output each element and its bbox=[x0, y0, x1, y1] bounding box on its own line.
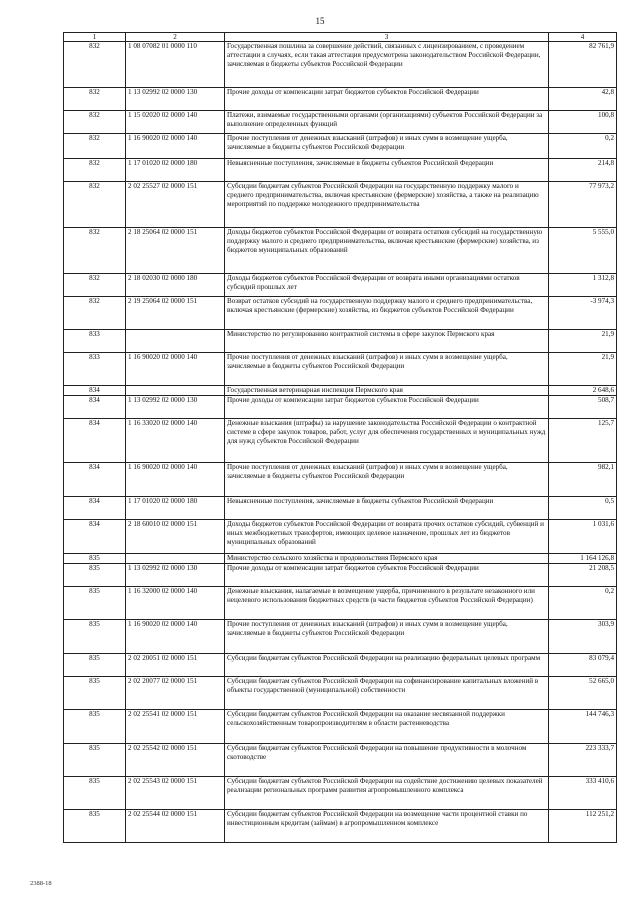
table-row bbox=[64, 159, 617, 182]
admin-code-cell: 835 bbox=[64, 620, 126, 654]
budget-code-cell: 2 18 25064 02 0000 151 bbox=[126, 228, 225, 274]
revenue-name-cell: Государственная пошлина за совершение действий, связанных с лицензированием, с проведением аттестации в случаях, если такая аттестация предусмотрена законодательством Российской Федерации, зачисляемая в бюджеты субъектов Российской Федерации bbox=[225, 42, 549, 88]
revenue-name-cell: Государственная ветеринарная инспекция Пермского края bbox=[225, 386, 549, 396]
budget-code-cell bbox=[126, 330, 225, 353]
budget-code-cell: 1 16 90020 02 0000 140 bbox=[126, 463, 225, 497]
budget-code-cell: 1 16 90020 02 0000 140 bbox=[126, 353, 225, 386]
admin-code-cell: 834 bbox=[64, 463, 126, 497]
revenue-name-cell: Денежные взыскания (штрафы) за нарушение законодательства Российской Федерации о контрактной системе в сфере закупок товаров, работ, услуг для обеспечения государственных и муниципальных нужд для нужд субъектов Российской Федерации bbox=[225, 419, 549, 463]
revenue-name-cell: Субсидии бюджетам субъектов Российской Федерации на повышение продуктивности в молочном скотоводстве bbox=[225, 744, 549, 777]
revenue-name-cell: Прочие поступления от денежных взысканий (штрафов) и иных сумм в возмещение ущерба, зачисляемые в бюджеты субъектов Российской Федерации bbox=[225, 620, 549, 654]
amount-cell: 100,8 bbox=[549, 111, 617, 134]
admin-code-cell: 834 bbox=[64, 520, 126, 554]
admin-code-cell: 832 bbox=[64, 159, 126, 182]
admin-code-cell: 834 bbox=[64, 419, 126, 463]
table-row bbox=[64, 777, 617, 810]
revenue-name-cell: Прочие доходы от компенсации затрат бюджетов субъектов Российской Федерации bbox=[225, 88, 549, 111]
table-row bbox=[64, 274, 617, 297]
column-header-4: 4 bbox=[549, 33, 617, 42]
amount-cell: 21 208,5 bbox=[549, 564, 617, 587]
table-row bbox=[64, 111, 617, 134]
revenue-name-cell: Прочие доходы от компенсации затрат бюджетов субъектов Российской Федерации bbox=[225, 396, 549, 419]
revenue-name-cell: Платежи, взимаемые государственными органами (организациями) субъектов Российской Федерации за выполнение определенных функций bbox=[225, 111, 549, 134]
amount-cell: 223 333,7 bbox=[549, 744, 617, 777]
table-row bbox=[64, 463, 617, 497]
amount-cell: 982,1 bbox=[549, 463, 617, 497]
table-row bbox=[64, 520, 617, 554]
admin-code-cell: 833 bbox=[64, 330, 126, 353]
amount-cell: 2 648,6 bbox=[549, 386, 617, 396]
budget-code-cell: 1 13 02992 02 0000 130 bbox=[126, 564, 225, 587]
table-row bbox=[64, 677, 617, 710]
admin-code-cell: 834 bbox=[64, 386, 126, 396]
revenue-name-cell: Субсидии бюджетам субъектов Российской Федерации на оказание несвязанной поддержки сельскохозяйственным товаропроизводителям в области растениеводства bbox=[225, 710, 549, 744]
revenue-name-cell: Министерство по регулированию контрактной системы в сфере закупок Пермского края bbox=[225, 330, 549, 353]
budget-code-cell: 2 19 25064 02 0000 151 bbox=[126, 297, 225, 330]
revenue-name-cell: Доходы бюджетов субъектов Российской Федерации от возврата иными организациями остатков субсидий прошлых лет bbox=[225, 274, 549, 297]
revenue-name-cell: Доходы бюджетов субъектов Российской Федерации от возврата прочих остатков субсидий, субвенций и иных межбюджетных трансфертов, имеющих целевое назначение, прошлых лет из бюджетов муниципальных образований bbox=[225, 520, 549, 554]
budget-code-cell: 2 02 25527 02 0000 151 bbox=[126, 182, 225, 228]
revenue-name-cell: Прочие поступления от денежных взысканий (штрафов) и иных сумм в возмещение ущерба, зачисляемые в бюджеты субъектов Российской Федерации bbox=[225, 134, 549, 159]
budget-code-cell: 1 13 02992 02 0000 130 bbox=[126, 396, 225, 419]
revenue-name-cell: Субсидии бюджетам субъектов Российской Федерации на государственную поддержку малого и среднего предпринимательства, включая крестьянские (фермерские) хозяйства, а также на реализацию мероприятий по поддержке молодежного предпринимательства bbox=[225, 182, 549, 228]
budget-code-cell: 2 02 25542 02 0000 151 bbox=[126, 744, 225, 777]
admin-code-cell: 835 bbox=[64, 554, 126, 564]
admin-code-cell: 833 bbox=[64, 353, 126, 386]
budget-code-cell: 2 18 02030 02 0000 180 bbox=[126, 274, 225, 297]
column-header-1: 1 bbox=[64, 33, 126, 42]
admin-code-cell: 832 bbox=[64, 42, 126, 88]
budget-code-cell: 1 08 07082 01 0000 110 bbox=[126, 42, 225, 88]
table-row bbox=[64, 330, 617, 353]
admin-code-cell: 832 bbox=[64, 111, 126, 134]
table-row bbox=[64, 182, 617, 228]
revenue-name-cell: Возврат остатков субсидий на государственную поддержку малого и среднего предпринимательства, включая крестьянские (фермерские) хозяйства, из бюджетов субъектов Российской Федерации bbox=[225, 297, 549, 330]
table-row bbox=[64, 353, 617, 386]
admin-code-cell: 834 bbox=[64, 497, 126, 520]
table-row bbox=[64, 228, 617, 274]
amount-cell: 144 746,3 bbox=[549, 710, 617, 744]
amount-cell: 42,8 bbox=[549, 88, 617, 111]
revenue-name-cell: Субсидии бюджетам субъектов Российской Федерации на возмещение части процентной ставки по инвестиционным кредитам (займам) в агропромышленном комплексе bbox=[225, 810, 549, 843]
budget-code-cell: 1 15 02020 02 0000 140 bbox=[126, 111, 225, 134]
amount-cell: 1 031,6 bbox=[549, 520, 617, 554]
amount-cell: 83 079,4 bbox=[549, 654, 617, 677]
budget-code-cell: 1 16 90020 02 0000 140 bbox=[126, 620, 225, 654]
table-header-row bbox=[64, 33, 617, 42]
admin-code-cell: 832 bbox=[64, 134, 126, 159]
table-body bbox=[64, 42, 617, 843]
amount-cell: 0,5 bbox=[549, 497, 617, 520]
amount-cell: 333 410,6 bbox=[549, 777, 617, 810]
revenue-name-cell: Доходы бюджетов субъектов Российской Федерации от возврата остатков субсидий на государственную поддержку малого и среднего предпринимательства, включая крестьянские (фермерские) хозяйства, из бюджетов муниципальных образований bbox=[225, 228, 549, 274]
revenue-name-cell: Прочие поступления от денежных взысканий (штрафов) и иных сумм в возмещение ущерба, зачисляемые в бюджеты субъектов Российской Федерации bbox=[225, 463, 549, 497]
budget-code-cell bbox=[126, 386, 225, 396]
amount-cell: 508,7 bbox=[549, 396, 617, 419]
amount-cell: 1 312,8 bbox=[549, 274, 617, 297]
admin-code-cell: 835 bbox=[64, 587, 126, 620]
admin-code-cell: 835 bbox=[64, 564, 126, 587]
table-row bbox=[64, 744, 617, 777]
revenue-name-cell: Невыясненные поступления, зачисляемые в бюджеты субъектов Российской Федерации bbox=[225, 497, 549, 520]
amount-cell: 125,7 bbox=[549, 419, 617, 463]
admin-code-cell: 832 bbox=[64, 228, 126, 274]
table-row bbox=[64, 554, 617, 564]
column-header-3: 3 bbox=[225, 33, 549, 42]
table-row bbox=[64, 386, 617, 396]
table-row bbox=[64, 497, 617, 520]
amount-cell: 1 164 126,8 bbox=[549, 554, 617, 564]
table-row bbox=[64, 654, 617, 677]
admin-code-cell: 832 bbox=[64, 88, 126, 111]
revenue-name-cell: Прочие поступления от денежных взысканий (штрафов) и иных сумм в возмещение ущерба, зачисляемые в бюджеты субъектов Российской Федерации bbox=[225, 353, 549, 386]
budget-code-cell: 1 16 90020 02 0000 140 bbox=[126, 134, 225, 159]
admin-code-cell: 835 bbox=[64, 777, 126, 810]
budget-code-cell: 1 17 01020 02 0000 180 bbox=[126, 497, 225, 520]
table-row bbox=[64, 42, 617, 88]
table-row bbox=[64, 710, 617, 744]
page-number: 15 bbox=[315, 16, 325, 26]
budget-code-cell: 1 17 01020 02 0000 180 bbox=[126, 159, 225, 182]
table-row bbox=[64, 396, 617, 419]
table-row bbox=[64, 297, 617, 330]
amount-cell: -3 974,3 bbox=[549, 297, 617, 330]
amount-cell: 214,8 bbox=[549, 159, 617, 182]
budget-code-cell: 2 02 25541 02 0000 151 bbox=[126, 710, 225, 744]
amount-cell: 0,2 bbox=[549, 587, 617, 620]
amount-cell: 21,9 bbox=[549, 353, 617, 386]
budget-code-cell: 2 18 60010 02 0000 151 bbox=[126, 520, 225, 554]
budget-code-cell: 2 02 20077 02 0000 151 bbox=[126, 677, 225, 710]
table-row bbox=[64, 587, 617, 620]
admin-code-cell: 832 bbox=[64, 274, 126, 297]
table-row bbox=[64, 419, 617, 463]
budget-code-cell: 1 16 33020 02 0000 140 bbox=[126, 419, 225, 463]
table-row bbox=[64, 564, 617, 587]
amount-cell: 21,9 bbox=[549, 330, 617, 353]
revenue-name-cell: Денежные взыскания, налагаемые в возмещение ущерба, причиненного в результате незаконного или нецелевого использования бюджетных средств (в части бюджетов субъектов Российской Федерации) bbox=[225, 587, 549, 620]
revenue-name-cell: Субсидии бюджетам субъектов Российской Федерации на содействие достижению целевых показателей реализации региональных программ развития агропромышленного комплекса bbox=[225, 777, 549, 810]
admin-code-cell: 835 bbox=[64, 744, 126, 777]
budget-code-cell: 2 02 20051 02 0000 151 bbox=[126, 654, 225, 677]
revenue-name-cell: Субсидии бюджетам субъектов Российской Федерации на реализацию федеральных целевых программ bbox=[225, 654, 549, 677]
admin-code-cell: 835 bbox=[64, 710, 126, 744]
admin-code-cell: 835 bbox=[64, 810, 126, 843]
budget-code-cell: 2 02 25544 02 0000 151 bbox=[126, 810, 225, 843]
revenue-table-container bbox=[63, 32, 616, 843]
admin-code-cell: 834 bbox=[64, 396, 126, 419]
amount-cell: 303,9 bbox=[549, 620, 617, 654]
amount-cell: 82 761,9 bbox=[549, 42, 617, 88]
revenue-name-cell: Министерство сельского хозяйства и продовольствия Пермского края bbox=[225, 554, 549, 564]
document-code: 2388-18 bbox=[30, 880, 52, 887]
amount-cell: 112 251,2 bbox=[549, 810, 617, 843]
revenue-name-cell: Прочие доходы от компенсации затрат бюджетов субъектов Российской Федерации bbox=[225, 564, 549, 587]
budget-code-cell: 1 13 02992 02 0000 130 bbox=[126, 88, 225, 111]
budget-code-cell bbox=[126, 554, 225, 564]
amount-cell: 0,2 bbox=[549, 134, 617, 159]
revenue-name-cell: Субсидии бюджетам субъектов Российской Федерации на софинансирование капитальных вложений в объекты государственной (муниципальной) собственности bbox=[225, 677, 549, 710]
revenue-name-cell: Невыясненные поступления, зачисляемые в бюджеты субъектов Российской Федерации bbox=[225, 159, 549, 182]
table-row bbox=[64, 810, 617, 843]
admin-code-cell: 832 bbox=[64, 297, 126, 330]
admin-code-cell: 835 bbox=[64, 677, 126, 710]
budget-code-cell: 2 02 25543 02 0000 151 bbox=[126, 777, 225, 810]
amount-cell: 77 973,2 bbox=[549, 182, 617, 228]
column-header-2: 2 bbox=[126, 33, 225, 42]
admin-code-cell: 832 bbox=[64, 182, 126, 228]
table-row bbox=[64, 134, 617, 159]
table-row bbox=[64, 620, 617, 654]
admin-code-cell: 835 bbox=[64, 654, 126, 677]
amount-cell: 5 555,0 bbox=[549, 228, 617, 274]
revenue-table bbox=[63, 32, 617, 843]
table-row bbox=[64, 88, 617, 111]
budget-code-cell: 1 16 32000 02 0000 140 bbox=[126, 587, 225, 620]
amount-cell: 52 665,0 bbox=[549, 677, 617, 710]
